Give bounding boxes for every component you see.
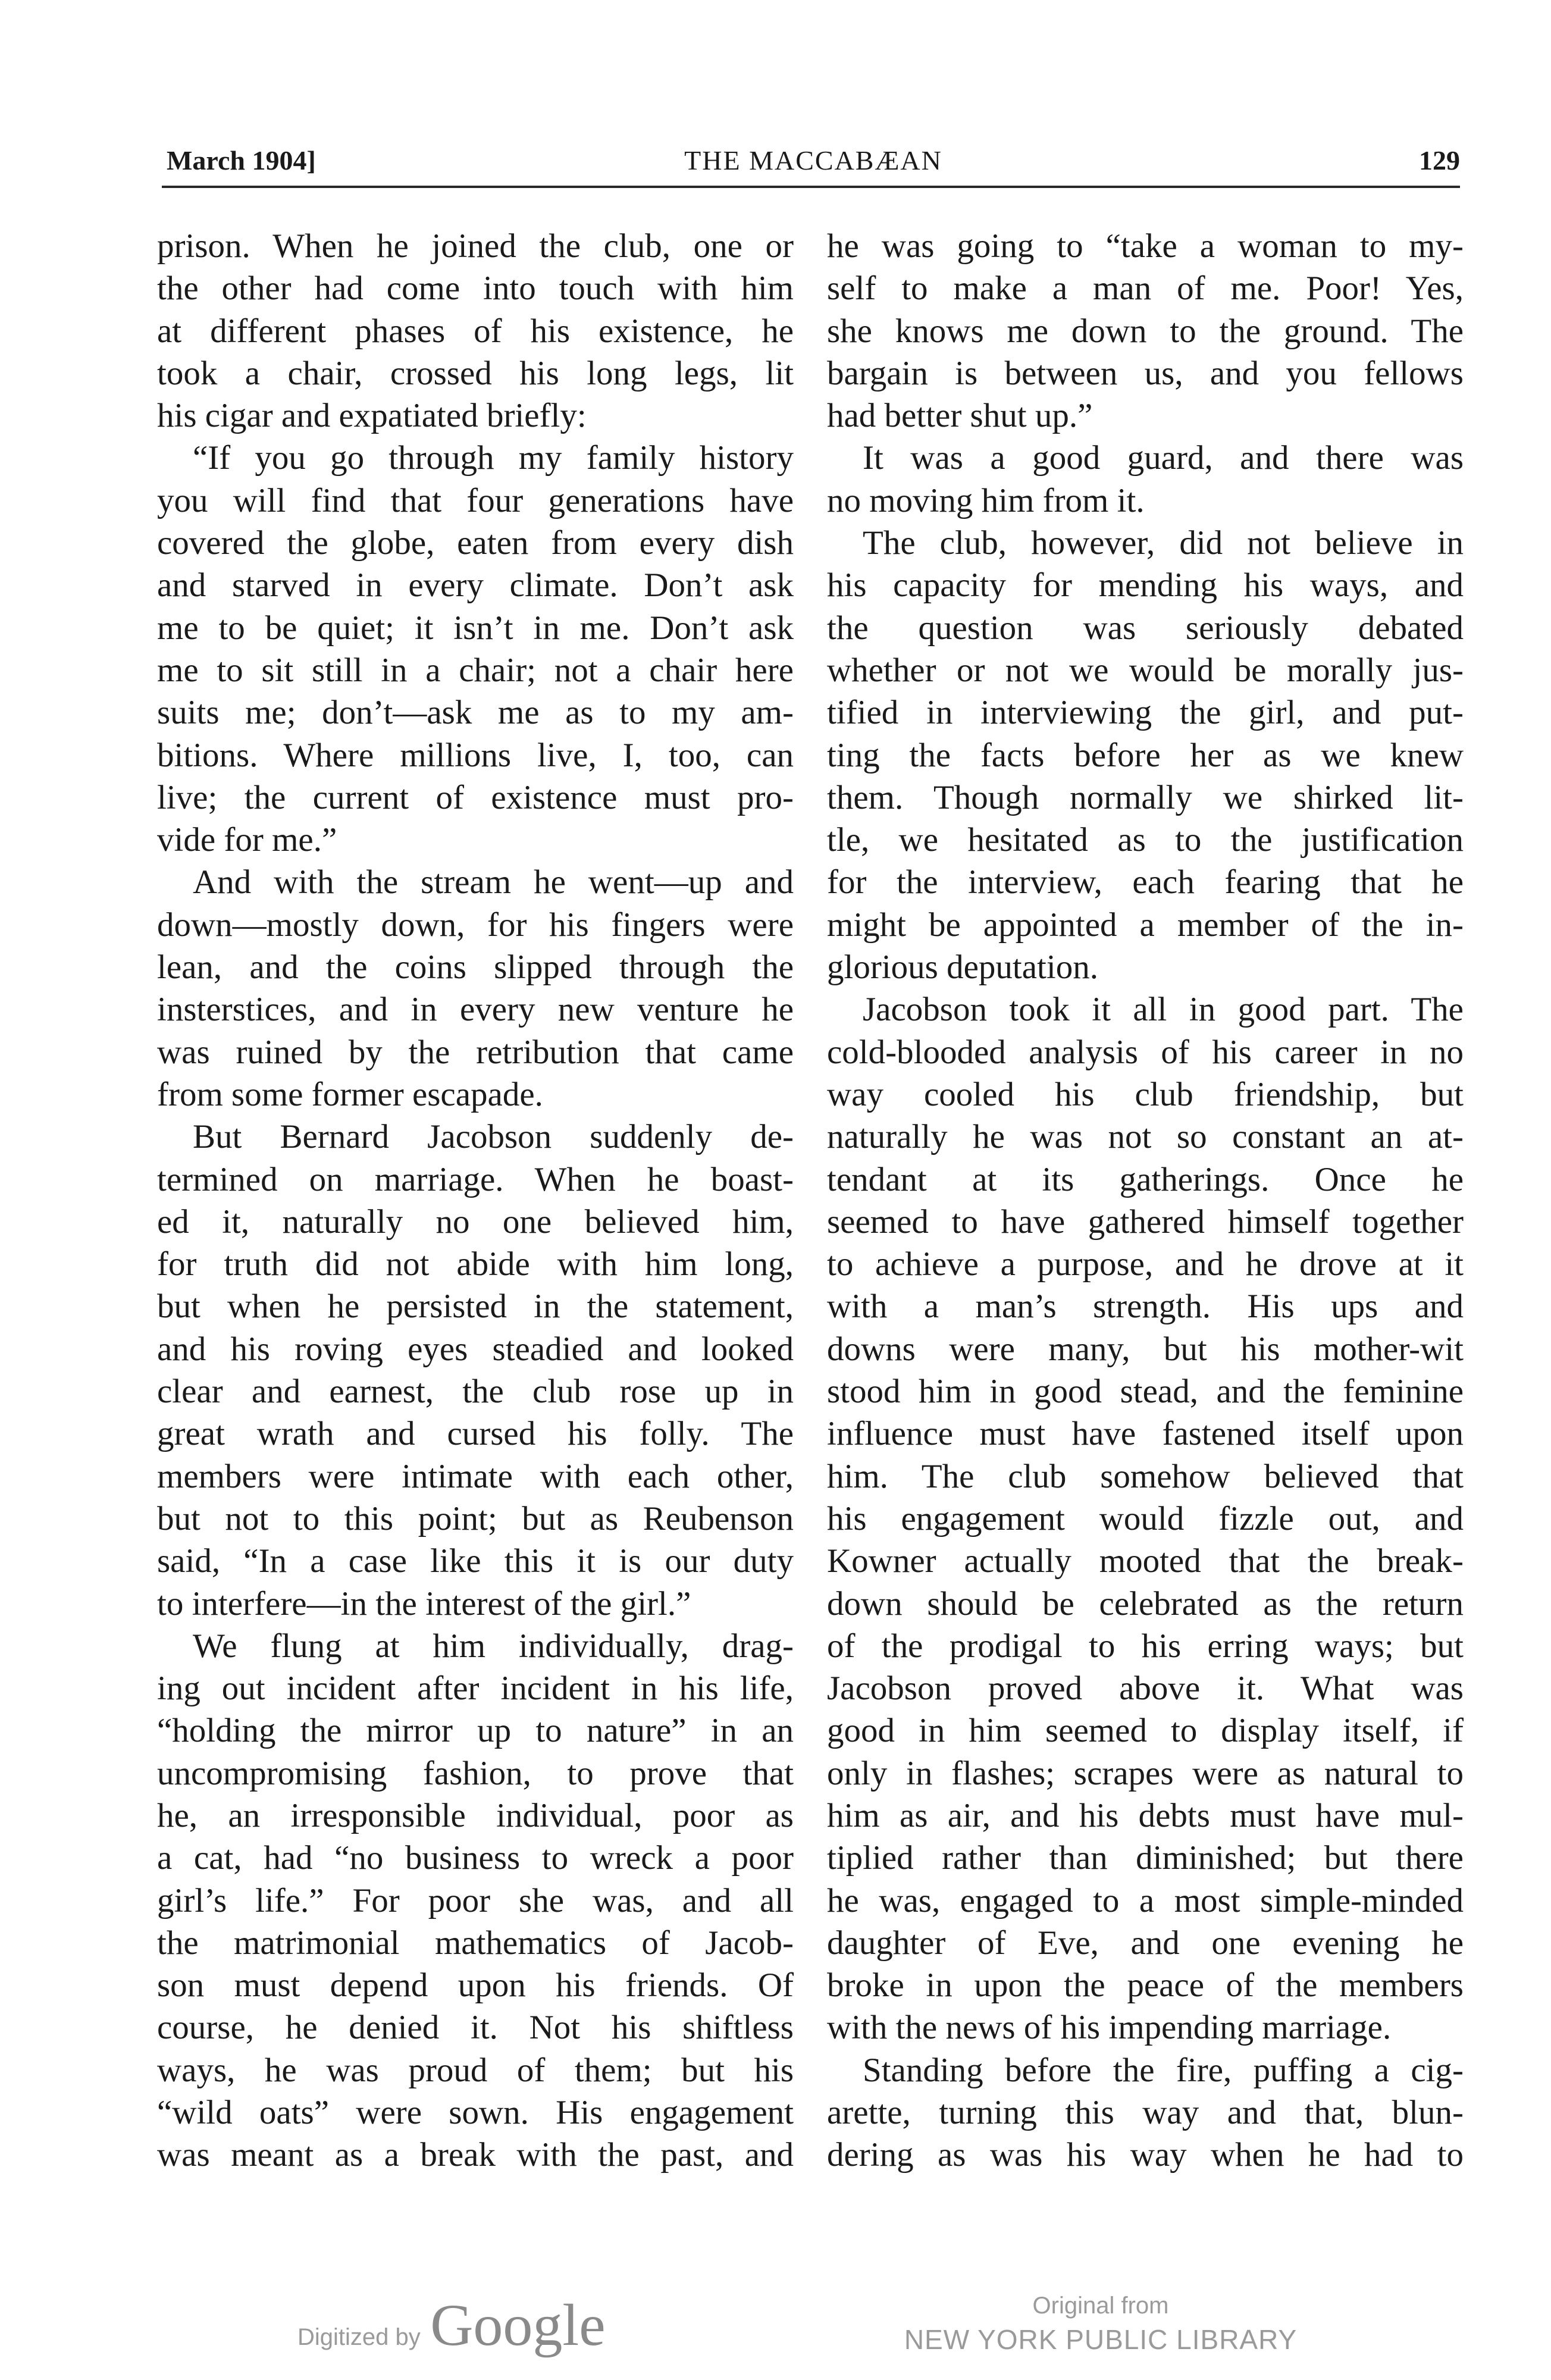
text-line: clear and earnest, the club rose up in xyxy=(157,1373,794,1411)
text-line: influence must have fastened itself upon xyxy=(827,1415,1464,1453)
text-line: But Bernard Jacobson suddenly de- xyxy=(193,1118,794,1156)
text-line: whether or not we would be morally jus- xyxy=(827,651,1464,689)
text-line: his capacity for mending his ways, and xyxy=(827,566,1464,605)
text-line: glorious deputation. xyxy=(827,948,1098,987)
text-line: no moving him from it. xyxy=(827,481,1145,519)
text-line: with a man’s strength. His ups and xyxy=(827,1288,1464,1326)
text-line: him as air, and his debts must have mul- xyxy=(827,1796,1464,1834)
text-line: Jacobson took it all in good part. The xyxy=(863,991,1464,1029)
library-attribution xyxy=(863,2290,1339,2357)
text-line: he was going to “take a woman to my- xyxy=(827,227,1464,265)
text-line: to achieve a purpose, and he drove at it xyxy=(827,1245,1464,1283)
text-line: ways, he was proud of them; but his xyxy=(157,2051,794,2089)
text-line: “If you go through my family history xyxy=(193,439,794,477)
text-line: And with the stream he went—up and xyxy=(193,863,794,901)
text-line: covered the globe, eaten from every dish xyxy=(157,524,794,562)
text-line: them. Though normally we shirked lit- xyxy=(827,778,1464,816)
text-line: for the interview, each fearing that he xyxy=(827,863,1464,901)
text-line: was ruined by the retribution that came xyxy=(157,1033,794,1071)
text-line: but not to this point; but as Reubenson xyxy=(157,1499,794,1537)
text-line: you will find that four generations have xyxy=(157,481,794,519)
text-line: lean, and the coins slipped through the xyxy=(157,948,794,987)
header-rule xyxy=(162,186,1460,188)
right-text-column xyxy=(827,225,1464,2177)
text-line: ing out incident after incident in his life, xyxy=(157,1670,794,1708)
issue-date: March 1904] xyxy=(167,145,316,176)
text-line: at different phases of his existence, he xyxy=(157,312,794,350)
text-line: The club, however, did not believe in xyxy=(863,524,1464,562)
digitized-by-label: Digitized by xyxy=(297,2324,421,2350)
text-line: the matrimonial mathematics of Jacob- xyxy=(157,1924,794,1962)
text-line: uncompromising fashion, to prove that xyxy=(157,1754,794,1792)
page-number: 129 xyxy=(1419,145,1460,176)
text-line: might be appointed a member of the in- xyxy=(827,906,1464,944)
text-line: he, an irresponsible individual, poor as xyxy=(157,1796,794,1834)
text-line: took a chair, crossed his long legs, lit xyxy=(157,354,794,392)
text-line: to interfere—in the interest of the girl.” xyxy=(157,1584,691,1623)
text-line: his engagement would fizzle out, and xyxy=(827,1499,1464,1537)
text-line: and his roving eyes steadied and looked xyxy=(157,1330,794,1368)
text-line: from some former escapade. xyxy=(157,1075,543,1113)
text-line: members were intimate with each other, xyxy=(157,1457,794,1495)
text-line: “holding the mirror up to nature” in an xyxy=(157,1712,794,1750)
text-line: tle, we hesitated as to the justification xyxy=(827,821,1464,859)
text-line: good in him seemed to display itself, if xyxy=(827,1712,1464,1750)
running-head xyxy=(167,137,1460,184)
text-line: great wrath and cursed his folly. The xyxy=(157,1415,794,1453)
text-line: and starved in every climate. Don’t ask xyxy=(157,566,794,605)
text-line: daughter of Eve, and one evening he xyxy=(827,1924,1464,1962)
text-line: insterstices, and in every new venture he xyxy=(157,991,794,1029)
text-line: had better shut up.” xyxy=(827,397,1093,435)
google-logo: Google xyxy=(430,2292,606,2358)
text-line: naturally he was not so constant an at- xyxy=(827,1118,1464,1156)
text-line: said, “In a case like this it is our duty xyxy=(157,1542,794,1580)
text-line: his cigar and expatiated briefly: xyxy=(157,397,587,435)
text-line: was meant as a break with the past, and xyxy=(157,2136,794,2174)
text-line: down should be celebrated as the return xyxy=(827,1584,1464,1623)
digitized-by-google-watermark xyxy=(297,2291,606,2356)
text-line: only in flashes; scrapes were as natural to xyxy=(827,1754,1464,1792)
text-line: a cat, had “no business to wreck a poor xyxy=(157,1839,794,1877)
text-line: Kowner actually mooted that the break- xyxy=(827,1542,1464,1580)
text-line: she knows me down to the ground. The xyxy=(827,312,1464,350)
text-line: ed it, naturally no one believed him, xyxy=(157,1202,794,1241)
text-line: he was, engaged to a most simple-minded xyxy=(827,1881,1464,1919)
text-line: bitions. Where millions live, I, too, can xyxy=(157,736,794,774)
text-line: tendant at its gatherings. Once he xyxy=(827,1160,1464,1198)
text-line: cold-blooded analysis of his career in no xyxy=(827,1033,1464,1071)
text-line: bargain is between us, and you fellows xyxy=(827,354,1464,392)
text-line: tified in interviewing the girl, and put- xyxy=(827,694,1464,732)
text-line: me to sit still in a chair; not a chair here xyxy=(157,651,794,689)
journal-title: THE MACCABÆAN xyxy=(684,145,942,176)
text-line: broke in upon the peace of the members xyxy=(827,1966,1464,2005)
text-line: girl’s life.” For poor she was, and all xyxy=(157,1881,794,1919)
text-line: for truth did not abide with him long, xyxy=(157,1245,794,1283)
text-line: prison. When he joined the club, one or xyxy=(157,227,794,265)
text-line: him. The club somehow believed that xyxy=(827,1457,1464,1495)
library-name: NEW YORK PUBLIC LIBRARY xyxy=(904,2324,1298,2355)
text-line: of the prodigal to his erring ways; but xyxy=(827,1627,1464,1665)
text-line: son must depend upon his friends. Of xyxy=(157,1966,794,2005)
left-text-column xyxy=(157,225,794,2177)
text-line: down—mostly down, for his fingers were xyxy=(157,906,794,944)
text-line: suits me; don’t—ask me as to my am- xyxy=(157,694,794,732)
text-line: self to make a man of me. Poor! Yes, xyxy=(827,270,1464,308)
text-line: arette, turning this way and that, blun- xyxy=(827,2094,1464,2132)
text-line: the question was seriously debated xyxy=(827,609,1464,647)
text-line: with the news of his impending marriage. xyxy=(827,2009,1392,2047)
text-line: ting the facts before her as we knew xyxy=(827,736,1464,774)
text-line: course, he denied it. Not his shiftless xyxy=(157,2009,794,2047)
text-line: Standing before the fire, puffing a cig- xyxy=(863,2051,1464,2089)
text-line: vide for me.” xyxy=(157,821,337,859)
text-line: Jacobson proved above it. What was xyxy=(827,1670,1464,1708)
text-line: termined on marriage. When he boast- xyxy=(157,1160,794,1198)
text-line: live; the current of existence must pro- xyxy=(157,778,794,816)
text-line: stood him in good stead, and the feminine xyxy=(827,1373,1464,1411)
text-line: tiplied rather than diminished; but there xyxy=(827,1839,1464,1877)
text-line: but when he persisted in the statement, xyxy=(157,1288,794,1326)
text-line: downs were many, but his mother-wit xyxy=(827,1330,1464,1368)
original-from-label: Original from xyxy=(1032,2293,1169,2319)
text-line: me to be quiet; it isn’t in me. Don’t ask xyxy=(157,609,794,647)
text-line: dering as was his way when he had to xyxy=(827,2136,1464,2174)
text-line: It was a good guard, and there was xyxy=(863,439,1464,477)
text-line: We flung at him individually, drag- xyxy=(193,1627,794,1665)
text-line: “wild oats” were sown. His engagement xyxy=(157,2094,794,2132)
text-line: the other had come into touch with him xyxy=(157,270,794,308)
text-line: seemed to have gathered himself together xyxy=(827,1202,1464,1241)
text-line: way cooled his club friendship, but xyxy=(827,1075,1464,1113)
